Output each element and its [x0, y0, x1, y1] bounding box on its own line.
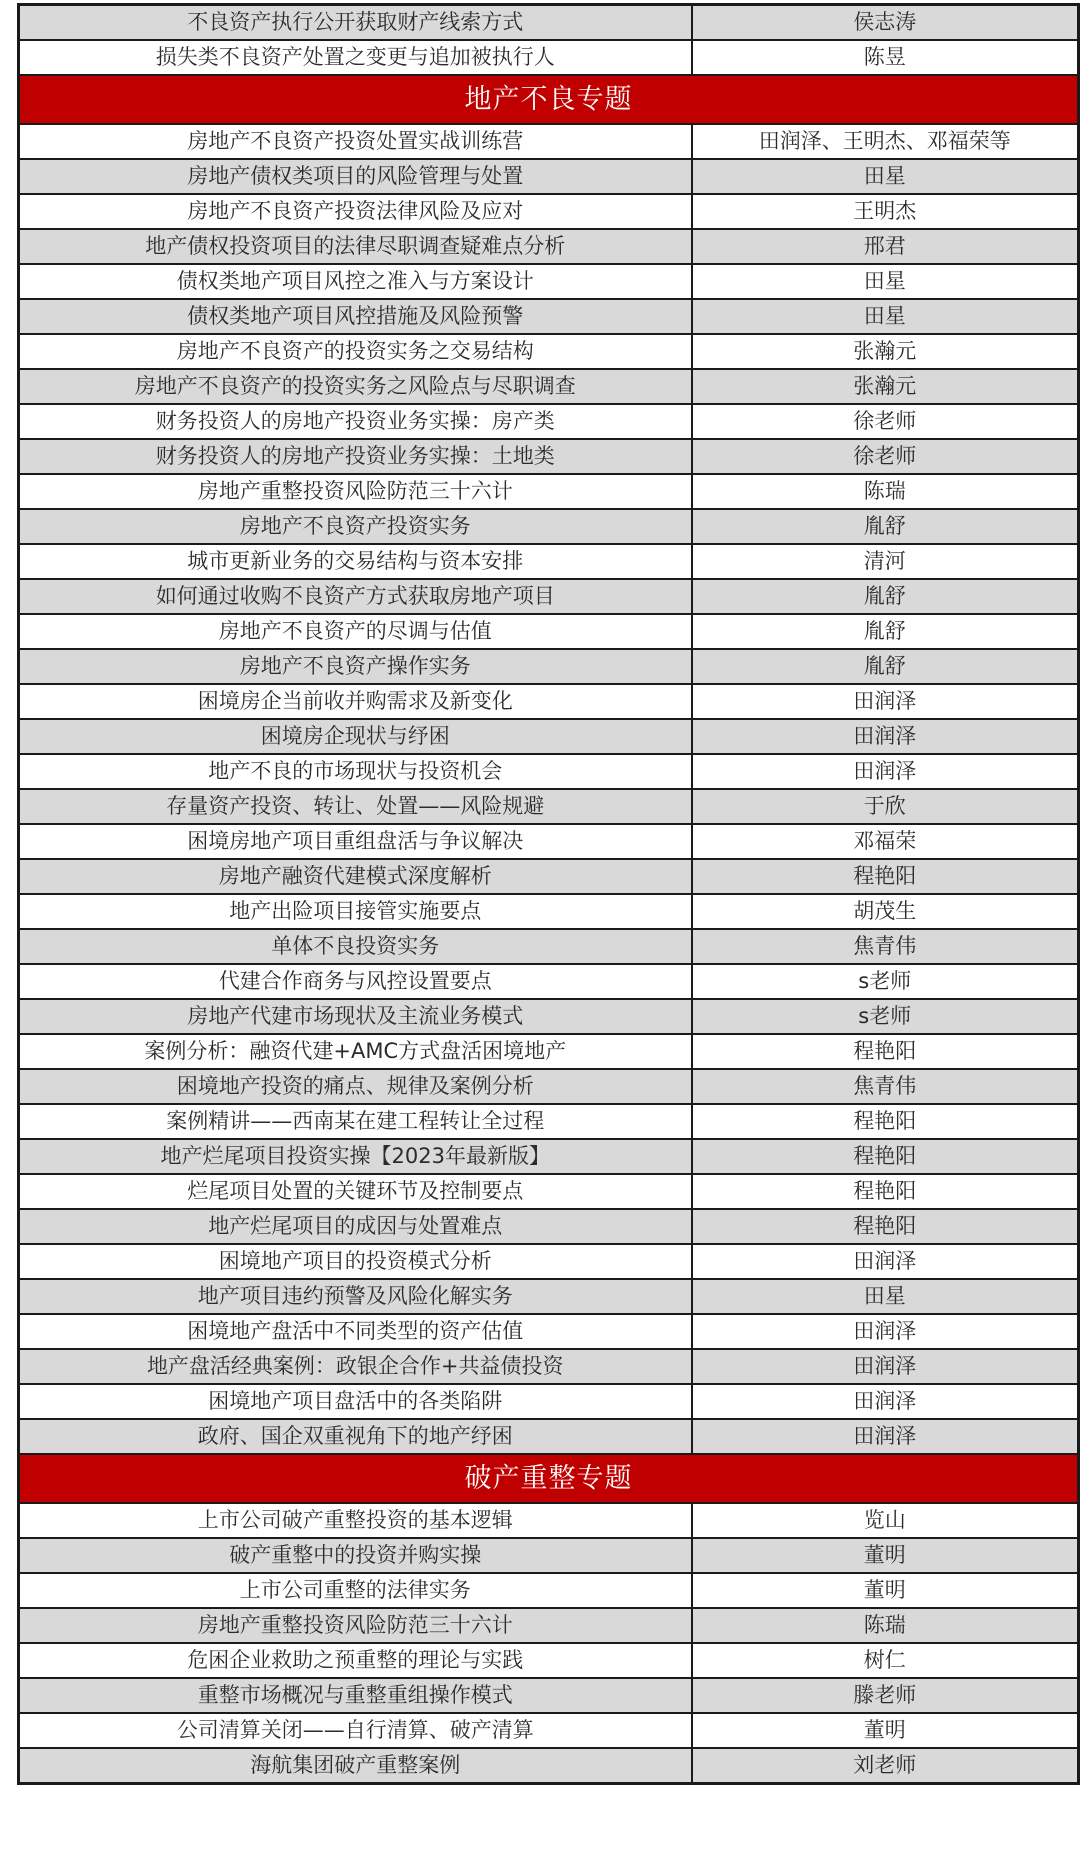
course-title-cell: 地产烂尾项目的成因与处置难点	[19, 1209, 692, 1244]
course-row	[19, 1034, 1079, 1069]
course-title-cell: 重整市场概况与重整重组操作模式	[19, 1678, 692, 1713]
course-title-cell: 房地产不良资产投资实务	[19, 509, 692, 544]
course-row	[19, 1244, 1079, 1279]
course-row	[19, 404, 1079, 439]
course-title-cell: 房地产不良资产的投资实务之交易结构	[19, 334, 692, 369]
course-row	[19, 859, 1079, 894]
teacher-cell: 侯志涛	[692, 5, 1079, 41]
teacher-cell: s老师	[692, 964, 1079, 999]
teacher-cell: 张瀚元	[692, 369, 1079, 404]
course-row	[19, 1104, 1079, 1139]
course-title-cell: 破产重整中的投资并购实操	[19, 1538, 692, 1573]
teacher-cell: 董明	[692, 1573, 1079, 1608]
course-title-cell: 房地产重整投资风险防范三十六计	[19, 474, 692, 509]
course-row	[19, 614, 1079, 649]
course-row	[19, 1608, 1079, 1643]
teacher-cell: 陈昱	[692, 40, 1079, 75]
course-row	[19, 1069, 1079, 1104]
course-title-cell: 公司清算关闭——自行清算、破产清算	[19, 1713, 692, 1748]
course-row	[19, 684, 1079, 719]
course-table	[17, 3, 1080, 1785]
course-row	[19, 264, 1079, 299]
teacher-cell: 胤舒	[692, 509, 1079, 544]
course-row	[19, 1279, 1079, 1314]
teacher-cell: 陈瑞	[692, 474, 1079, 509]
course-title-cell: 困境房企当前收并购需求及新变化	[19, 684, 692, 719]
course-title-cell: 房地产代建市场现状及主流业务模式	[19, 999, 692, 1034]
teacher-cell: 田润泽	[692, 1384, 1079, 1419]
course-title-cell: 地产项目违约预警及风险化解实务	[19, 1279, 692, 1314]
course-title-cell: 房地产融资代建模式深度解析	[19, 859, 692, 894]
course-title-cell: 政府、国企双重视角下的地产纾困	[19, 1419, 692, 1454]
course-title-cell: 城市更新业务的交易结构与资本安排	[19, 544, 692, 579]
course-row	[19, 1419, 1079, 1454]
teacher-cell: 刘老师	[692, 1748, 1079, 1784]
course-title-cell: 损失类不良资产处置之变更与追加被执行人	[19, 40, 692, 75]
course-title-cell: 困境房地产项目重组盘活与争议解决	[19, 824, 692, 859]
course-title-cell: 案例精讲——西南某在建工程转让全过程	[19, 1104, 692, 1139]
course-title-cell: 房地产不良资产的投资实务之风险点与尽职调查	[19, 369, 692, 404]
course-title-cell: 海航集团破产重整案例	[19, 1748, 692, 1784]
teacher-cell: 王明杰	[692, 194, 1079, 229]
course-row	[19, 369, 1079, 404]
course-title-cell: 代建合作商务与风控设置要点	[19, 964, 692, 999]
teacher-cell: 焦青伟	[692, 1069, 1079, 1104]
teacher-cell: 邢君	[692, 229, 1079, 264]
section-header-row	[19, 1454, 1079, 1503]
course-title-cell: 房地产债权类项目的风险管理与处置	[19, 159, 692, 194]
teacher-cell: 胤舒	[692, 579, 1079, 614]
course-title-cell: 困境地产项目盘活中的各类陷阱	[19, 1384, 692, 1419]
section-title: 破产重整专题	[19, 1454, 1079, 1503]
course-row	[19, 824, 1079, 859]
teacher-cell: 胤舒	[692, 649, 1079, 684]
course-title-cell: 地产盘活经典案例：政银企合作+共益债投资	[19, 1349, 692, 1384]
course-title-cell: 危困企业救助之预重整的理论与实践	[19, 1643, 692, 1678]
course-row	[19, 194, 1079, 229]
teacher-cell: 徐老师	[692, 404, 1079, 439]
course-row	[19, 1678, 1079, 1713]
course-row	[19, 999, 1079, 1034]
course-row	[19, 649, 1079, 684]
course-row	[19, 5, 1079, 41]
course-row	[19, 509, 1079, 544]
course-title-cell: 债权类地产项目风控措施及风险预警	[19, 299, 692, 334]
teacher-cell: 胤舒	[692, 614, 1079, 649]
course-row	[19, 299, 1079, 334]
course-title-cell: 困境地产盘活中不同类型的资产估值	[19, 1314, 692, 1349]
course-title-cell: 困境地产投资的痛点、规律及案例分析	[19, 1069, 692, 1104]
teacher-cell: 董明	[692, 1713, 1079, 1748]
course-row	[19, 1209, 1079, 1244]
course-title-cell: 地产不良的市场现状与投资机会	[19, 754, 692, 789]
course-title-cell: 上市公司破产重整投资的基本逻辑	[19, 1503, 692, 1538]
course-title-cell: 单体不良投资实务	[19, 929, 692, 964]
teacher-cell: 田润泽	[692, 1419, 1079, 1454]
course-title-cell: 案例分析：融资代建+AMC方式盘活困境地产	[19, 1034, 692, 1069]
teacher-cell: 程艳阳	[692, 1104, 1079, 1139]
course-title-cell: 房地产重整投资风险防范三十六计	[19, 1608, 692, 1643]
course-row	[19, 1314, 1079, 1349]
course-row	[19, 579, 1079, 614]
course-row	[19, 754, 1079, 789]
course-title-cell: 存量资产投资、转让、处置——风险规避	[19, 789, 692, 824]
course-row	[19, 544, 1079, 579]
course-row	[19, 159, 1079, 194]
teacher-cell: 田润泽、王明杰、邓福荣等	[692, 124, 1079, 159]
course-row	[19, 1538, 1079, 1573]
teacher-cell: 程艳阳	[692, 1209, 1079, 1244]
course-row	[19, 894, 1079, 929]
course-title-cell: 烂尾项目处置的关键环节及控制要点	[19, 1174, 692, 1209]
teacher-cell: 董明	[692, 1538, 1079, 1573]
course-row	[19, 439, 1079, 474]
teacher-cell: 田润泽	[692, 1244, 1079, 1279]
teacher-cell: 焦青伟	[692, 929, 1079, 964]
course-row	[19, 1748, 1079, 1784]
teacher-cell: 程艳阳	[692, 859, 1079, 894]
section-title: 地产不良专题	[19, 75, 1079, 124]
teacher-cell: s老师	[692, 999, 1079, 1034]
course-row	[19, 334, 1079, 369]
teacher-cell: 滕老师	[692, 1678, 1079, 1713]
teacher-cell: 田润泽	[692, 1349, 1079, 1384]
teacher-cell: 邓福荣	[692, 824, 1079, 859]
teacher-cell: 田星	[692, 264, 1079, 299]
course-title-cell: 地产烂尾项目投资实操【2023年最新版】	[19, 1139, 692, 1174]
course-row	[19, 229, 1079, 264]
course-row	[19, 964, 1079, 999]
teacher-cell: 陈瑞	[692, 1608, 1079, 1643]
course-title-cell: 债权类地产项目风控之准入与方案设计	[19, 264, 692, 299]
teacher-cell: 田润泽	[692, 719, 1079, 754]
teacher-cell: 览山	[692, 1503, 1079, 1538]
course-row	[19, 929, 1079, 964]
course-table-body	[19, 5, 1079, 1784]
teacher-cell: 胡茂生	[692, 894, 1079, 929]
course-title-cell: 房地产不良资产投资法律风险及应对	[19, 194, 692, 229]
course-title-cell: 上市公司重整的法律实务	[19, 1573, 692, 1608]
course-title-cell: 地产债权投资项目的法律尽职调查疑难点分析	[19, 229, 692, 264]
course-row	[19, 719, 1079, 754]
course-row	[19, 1503, 1079, 1538]
teacher-cell: 田润泽	[692, 684, 1079, 719]
teacher-cell: 徐老师	[692, 439, 1079, 474]
course-row	[19, 124, 1079, 159]
course-row	[19, 1573, 1079, 1608]
teacher-cell: 田润泽	[692, 754, 1079, 789]
teacher-cell: 田星	[692, 299, 1079, 334]
course-title-cell: 地产出险项目接管实施要点	[19, 894, 692, 929]
teacher-cell: 田星	[692, 1279, 1079, 1314]
course-row	[19, 1174, 1079, 1209]
course-row	[19, 1349, 1079, 1384]
course-title-cell: 如何通过收购不良资产方式获取房地产项目	[19, 579, 692, 614]
course-row	[19, 474, 1079, 509]
teacher-cell: 树仁	[692, 1643, 1079, 1678]
teacher-cell: 张瀚元	[692, 334, 1079, 369]
teacher-cell: 程艳阳	[692, 1139, 1079, 1174]
course-title-cell: 房地产不良资产操作实务	[19, 649, 692, 684]
course-row	[19, 789, 1079, 824]
teacher-cell: 于欣	[692, 789, 1079, 824]
course-title-cell: 财务投资人的房地产投资业务实操：房产类	[19, 404, 692, 439]
teacher-cell: 田星	[692, 159, 1079, 194]
course-title-cell: 困境房企现状与纾困	[19, 719, 692, 754]
course-row	[19, 1139, 1079, 1174]
course-title-cell: 困境地产项目的投资模式分析	[19, 1244, 692, 1279]
course-title-cell: 房地产不良资产的尽调与估值	[19, 614, 692, 649]
course-row	[19, 1384, 1079, 1419]
teacher-cell: 清河	[692, 544, 1079, 579]
section-header-row	[19, 75, 1079, 124]
course-row	[19, 40, 1079, 75]
course-title-cell: 房地产不良资产投资处置实战训练营	[19, 124, 692, 159]
course-row	[19, 1643, 1079, 1678]
teacher-cell: 程艳阳	[692, 1034, 1079, 1069]
course-row	[19, 1713, 1079, 1748]
course-title-cell: 不良资产执行公开获取财产线索方式	[19, 5, 692, 41]
course-title-cell: 财务投资人的房地产投资业务实操：土地类	[19, 439, 692, 474]
teacher-cell: 田润泽	[692, 1314, 1079, 1349]
teacher-cell: 程艳阳	[692, 1174, 1079, 1209]
